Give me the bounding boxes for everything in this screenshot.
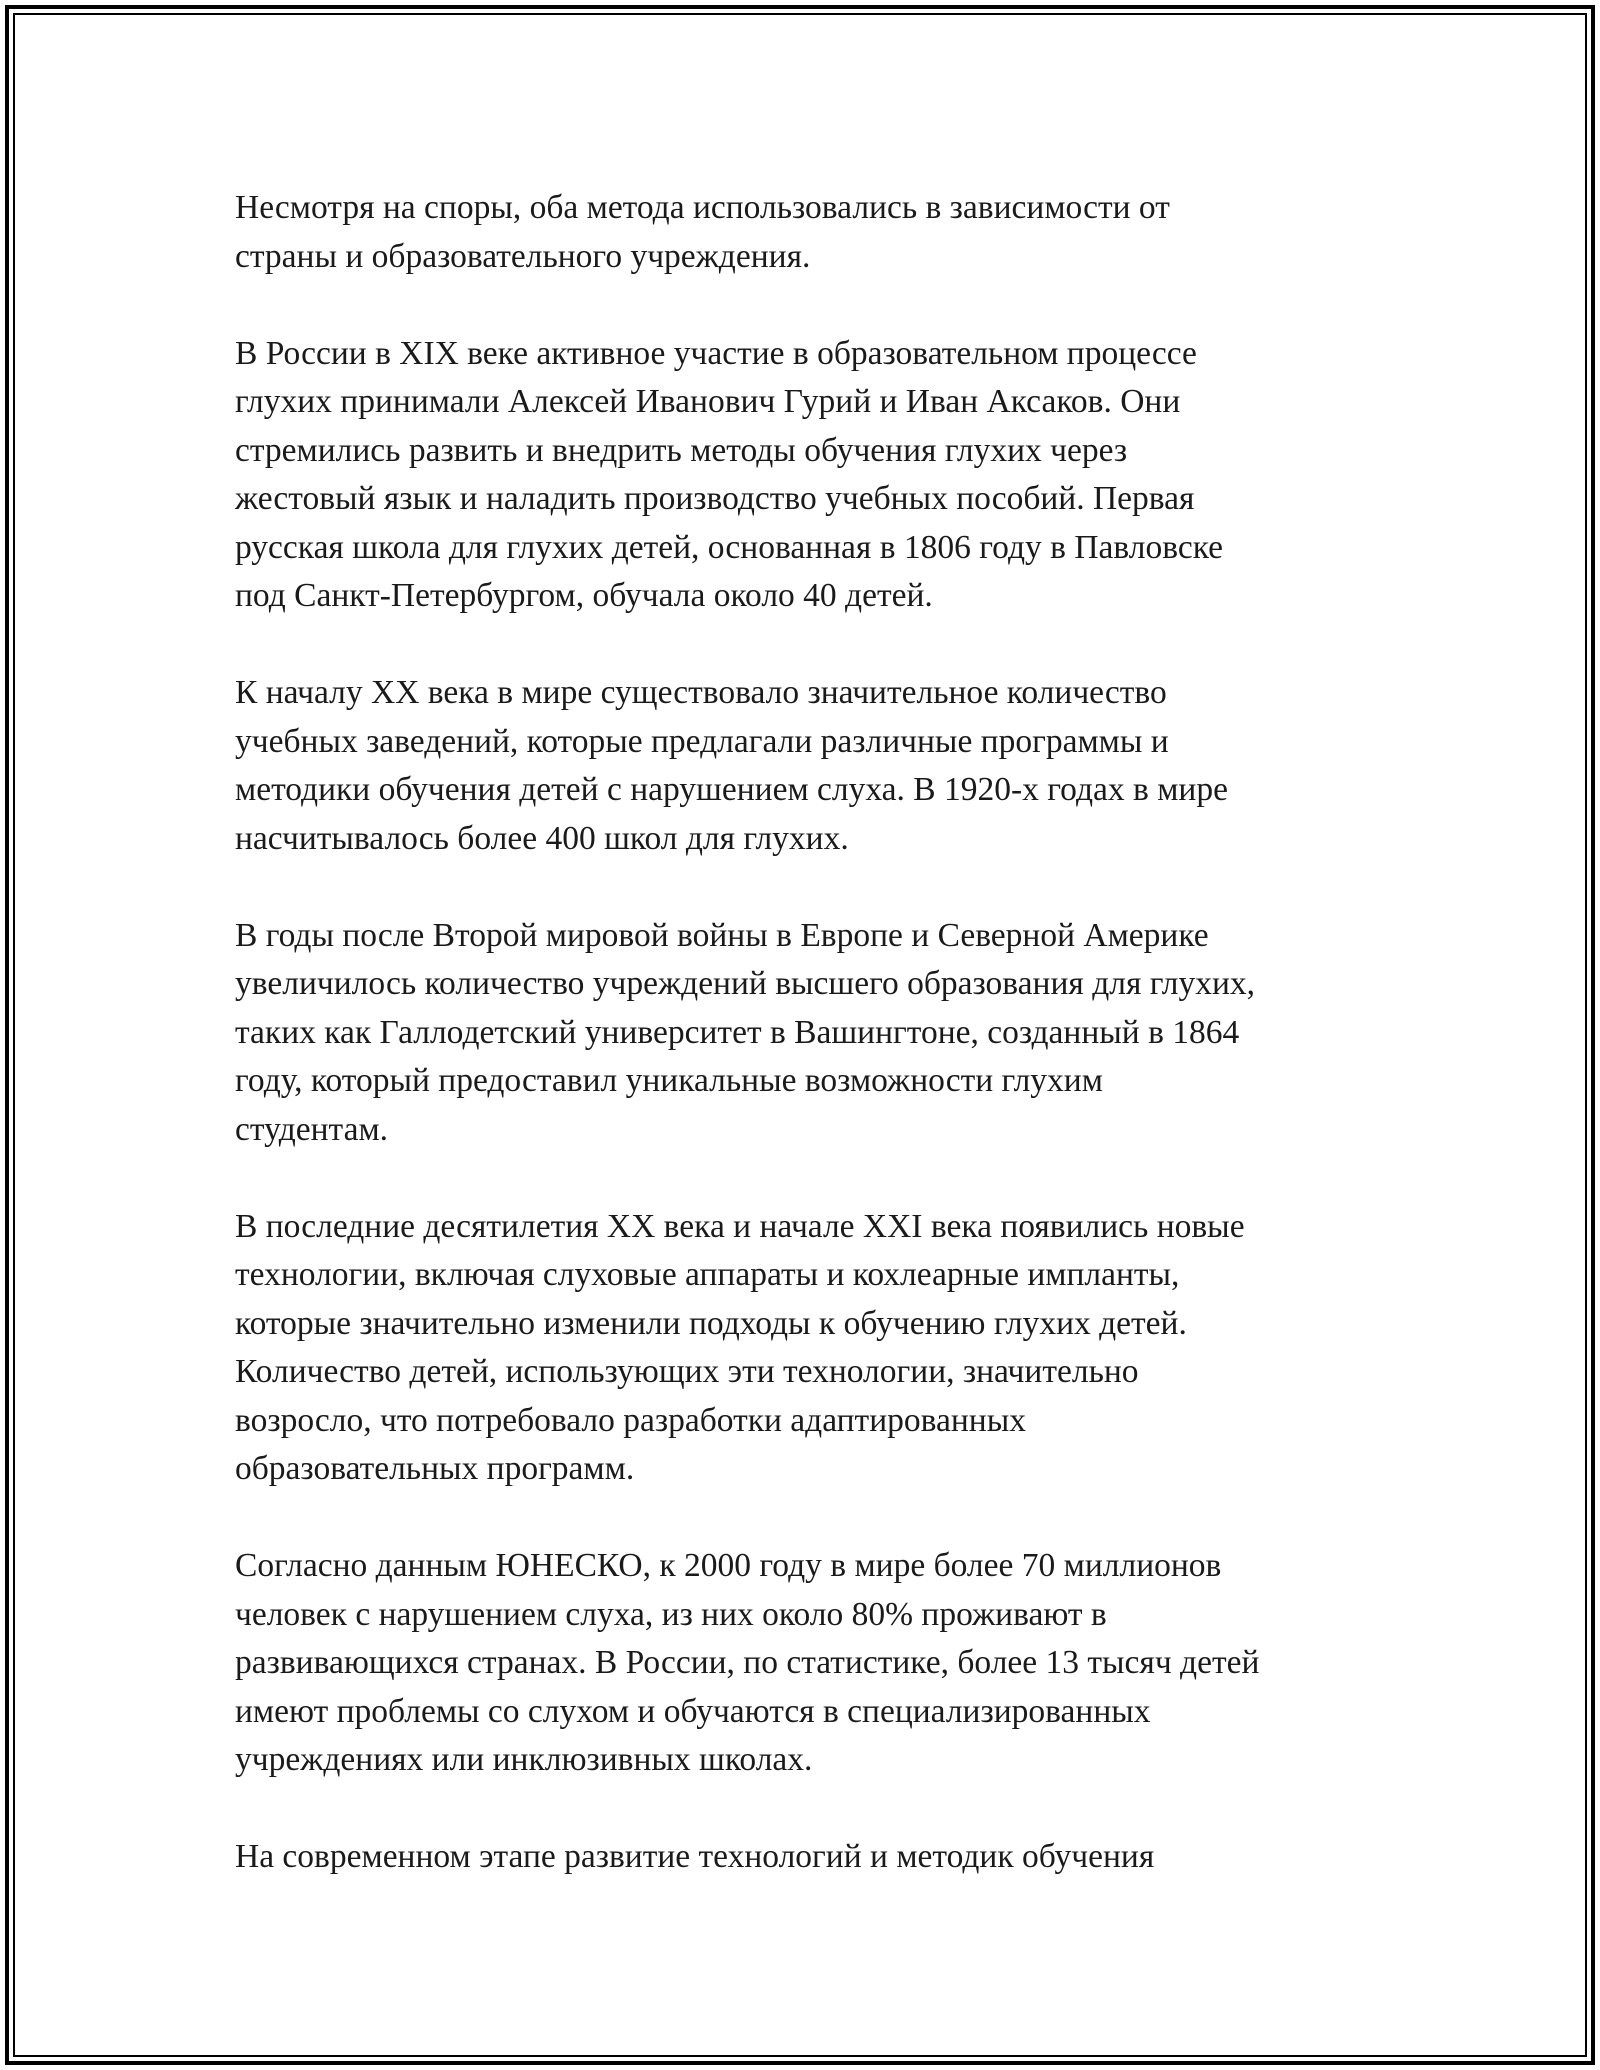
paragraph-new-technologies: В последние десятилетия XX века и начале XXI века появились новые технологии, включая слуховые аппараты и кохлеарные импланты, которые значительно изменили подходы к обучению глухих детей. Количество детей, использующих эти технологии, значительно возросло, что потребовало разработки адаптированных образовательных программ. [235, 1207, 1245, 1487]
document-body [235, 184, 1385, 1930]
paragraph-unesco-statistics: Согласно данным ЮНЕСКО, к 2000 году в мире более 70 миллионов человек с нарушением слуха, из них около 80% проживают в развивающихся странах. В России, по статистике, более 13 тысяч детей имеют проблемы со слухом и обучаются в специализированных учреждениях или инклюзивных школах. [235, 1547, 1260, 1778]
paragraph-post-war-higher-education: В годы после Второй мировой войны в Европе и Северной Америке увеличилось количество учреждений высшего образования для глухих, таких как Галлодетский университет в Вашингтоне, созданный в 1864 году, который предоставил уникальные возможности глухим студентам. [235, 916, 1256, 1148]
paragraph-modern-stage: На современном этапе развитие технологий и методик обучения [235, 1838, 1155, 1875]
paragraph-early-20th-century: К началу XX века в мире существовало значительное количество учебных заведений, которые предлагали различные программы и методики обучения детей с нарушением слуха. В 1920-х годах в мире насчитывалось более 400 школ для глухих. [235, 674, 1228, 857]
paragraph-methods-usage: Несмотря на споры, оба метода использовались в зависимости от страны и образовательного учреждения. [235, 189, 1170, 275]
paragraph-russia-19th-century: В России в XIX веке активное участие в образовательном процессе глухих принимали Алексей Иванович Гурий и Иван Аксаков. Они стремились развить и внедрить методы обучения глухих через жестовый язык и наладить производство учебных пособий. Первая русская школа для глухих детей, основанная в 1806 году в Павловске под Санкт-Петербургом, обучала около 40 детей. [235, 334, 1224, 614]
